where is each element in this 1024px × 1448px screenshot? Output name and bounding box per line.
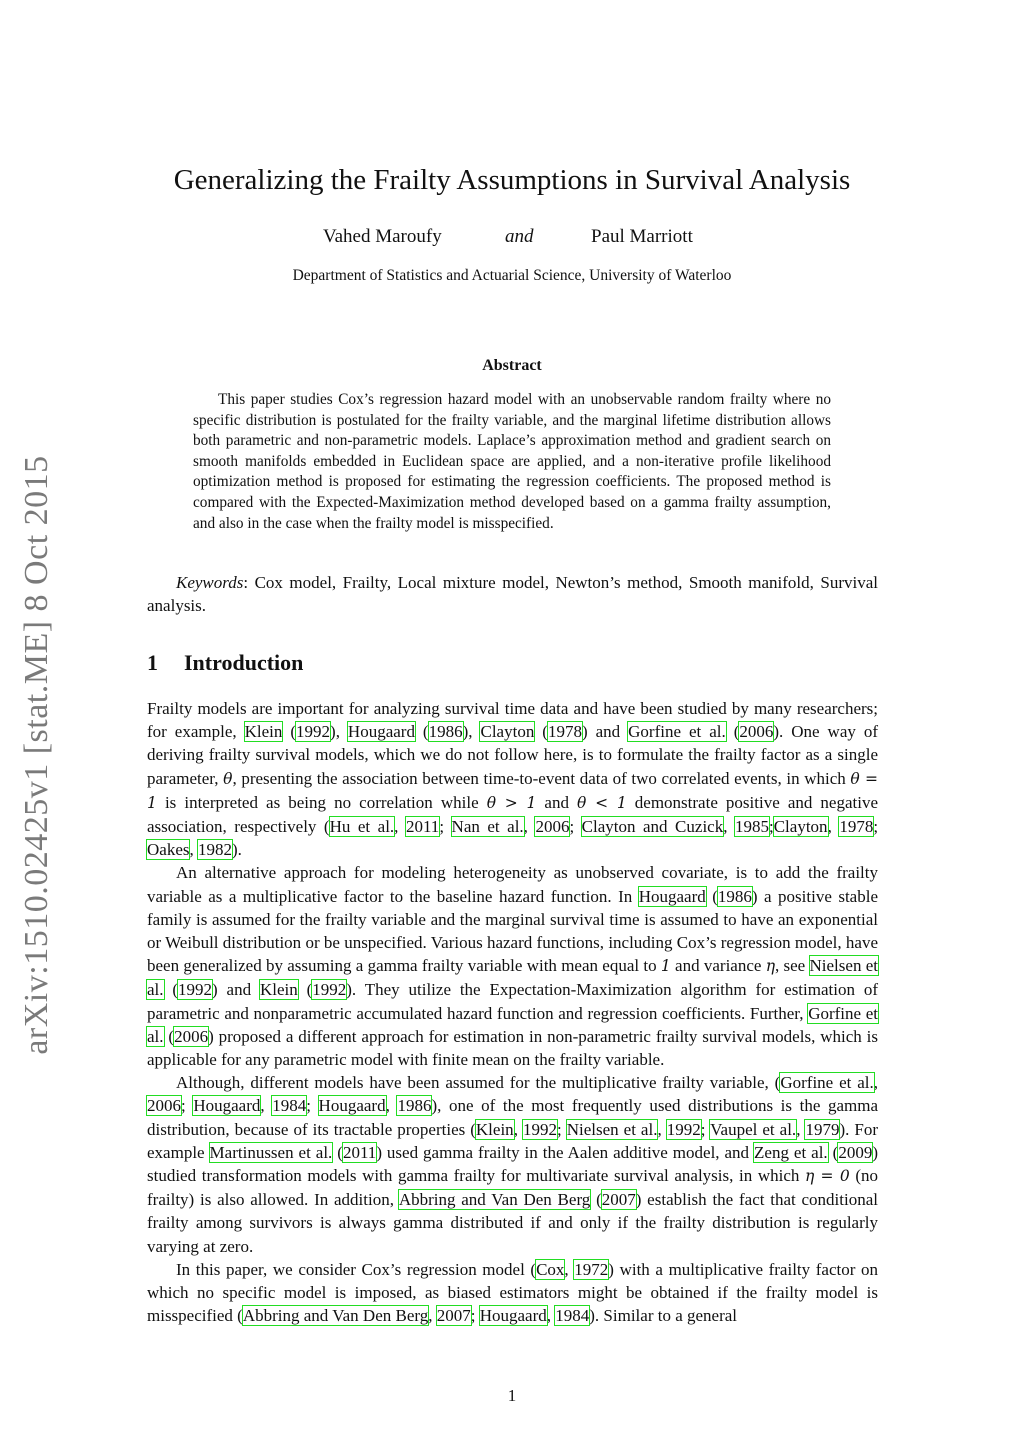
- text-run: ,: [873, 1073, 878, 1093]
- abstract-text: This paper studies Cox’s regression hazard model with an unobservable random frailty where no specific distribution is postulated for the frailty variable, and the marginal lifetime distribution allows both parametric and non-parametric models. Laplace’s approximation method and gradient search on smooth manifolds embedded in Euclidean space are applied, and a non-iterative profile likelihood optimization method is proposed for estimating the regression coefficients. The proposed method is compared with the Expected-Maximization method developed based on a gamma frailty assumption, and also in the case when the frailty model is misspecified.: [193, 391, 831, 532]
- text-run: ) proposed a different approach for estimation in non-parametric frailty survival models, which is applicable for any parametric model with finite mean on the frailty variable.: [147, 1026, 878, 1070]
- citation-link[interactable]: 1985: [734, 817, 769, 837]
- citation-link[interactable]: Abbring and Van Den Berg: [398, 1190, 591, 1210]
- citation-link[interactable]: 2011: [405, 817, 440, 837]
- text-run: ,: [564, 1259, 575, 1279]
- citation-link[interactable]: Hu et al.: [329, 817, 395, 837]
- text-run: (: [332, 1142, 343, 1162]
- citation-link[interactable]: 1979: [805, 1119, 840, 1139]
- text-run: is interpreted as being no correlation while: [156, 792, 487, 812]
- text-run: ,: [428, 1306, 437, 1326]
- introduction-body: [147, 697, 878, 1327]
- text-run: ,: [657, 1119, 667, 1139]
- arxiv-identifier: arXiv:1510.02425v1 [stat.ME] 8 Oct 2015: [18, 455, 55, 1055]
- citation-link[interactable]: Hougaard: [638, 886, 706, 906]
- citation-link[interactable]: Hougaard: [347, 722, 415, 742]
- text-run: An alternative approach for modeling heterogeneity as unobserved covariate, is to add the frailty variable as a multiplicative factor to the baseline hazard function. In: [147, 863, 878, 906]
- citation-link[interactable]: Gorfine et al.: [780, 1073, 874, 1093]
- citation-link[interactable]: Klein: [244, 722, 283, 742]
- text-run: (no frailty) is also allowed. In addition,: [147, 1166, 878, 1210]
- citation-link[interactable]: Klein: [259, 980, 298, 1000]
- citation-link[interactable]: 2007: [601, 1190, 636, 1210]
- text-run: , see: [775, 956, 810, 976]
- citation-link[interactable]: 1986: [717, 886, 752, 906]
- text-run: ). For example: [147, 1119, 878, 1162]
- citation-link[interactable]: 2006: [174, 1026, 209, 1046]
- text-run: (: [725, 722, 740, 742]
- author-first: Vahed Maroufy: [323, 226, 442, 247]
- section-title: Introduction: [184, 650, 304, 675]
- text-run: In this paper, we consider Cox’s regression model (: [176, 1259, 537, 1279]
- text-run: ) studied transformation models with gamma frailty for multivariate survival analysis, in which: [147, 1142, 878, 1186]
- citation-link[interactable]: Gorfine et al.: [628, 722, 726, 742]
- text-run: ) establish the fact that conditional frailty among survivors is always gamma distributed if and only if the frailty distribution is regularly varying at zero.: [147, 1190, 878, 1256]
- section-number: 1: [147, 650, 158, 675]
- text-run: ,: [513, 1119, 523, 1139]
- page-number: 1: [507, 1386, 517, 1405]
- citation-link[interactable]: Nielsen et al.: [566, 1119, 658, 1139]
- citation-link[interactable]: Martinussen et al.: [209, 1142, 333, 1162]
- author-conjunction: and: [505, 226, 534, 247]
- text-run: ), one of the most frequently used distributions is the gamma distribution, because of its tractable properties (: [147, 1096, 879, 1139]
- math-expression: 1: [660, 957, 671, 976]
- text-run: ,: [523, 817, 536, 837]
- text-run: (: [282, 722, 297, 742]
- text-run: ),: [462, 722, 481, 742]
- citation-link[interactable]: 1992: [522, 1119, 557, 1139]
- text-run: ,: [189, 840, 198, 860]
- math-expression: θ > 1: [486, 793, 537, 812]
- citation-link[interactable]: Gorfine et al.: [147, 1003, 879, 1046]
- citation-link[interactable]: 2006: [535, 817, 570, 837]
- citation-link[interactable]: Nan et al.: [451, 817, 524, 837]
- abstract-heading: Abstract: [482, 357, 542, 374]
- section-heading: [147, 650, 303, 676]
- text-run: ;: [181, 1096, 194, 1116]
- text-run: ).: [231, 840, 242, 860]
- paragraph: [147, 1071, 878, 1258]
- text-run: ) and: [581, 722, 629, 742]
- citation-link[interactable]: Hougaard: [479, 1306, 547, 1326]
- text-run: ;: [873, 817, 879, 837]
- text-run: ;: [569, 817, 582, 837]
- affiliation: Department of Statistics and Actuarial Science, University of Waterloo: [292, 267, 732, 284]
- text-run: and variance: [670, 956, 766, 976]
- citation-link[interactable]: Abbring and Van Den Berg: [242, 1306, 429, 1326]
- text-run: (: [827, 1142, 839, 1162]
- text-run: ;: [556, 1119, 567, 1139]
- citation-link[interactable]: Oakes: [147, 840, 190, 860]
- citation-link[interactable]: 1978: [547, 722, 582, 742]
- citation-link[interactable]: Clayton: [480, 722, 535, 742]
- text-run: (: [590, 1190, 602, 1210]
- citation-link[interactable]: 1984: [555, 1306, 590, 1326]
- text-run: ;: [768, 817, 774, 837]
- citation-link[interactable]: 2009: [838, 1142, 873, 1162]
- text-run: ,: [394, 817, 406, 837]
- keywords: [147, 571, 878, 617]
- text-run: Frailty models are important for analyzing survival time data and have been studied by many researchers; for example,: [147, 699, 878, 742]
- citation-link[interactable]: 1992: [178, 980, 213, 1000]
- paper-title: Generalizing the Frailty Assumptions in Survival Analysis: [173, 164, 851, 196]
- text-run: and: [536, 792, 578, 812]
- math-expression: θ < 1: [577, 793, 627, 812]
- math-expression: η: [765, 957, 775, 976]
- paragraph: [147, 1258, 878, 1328]
- math-expression: θ: [223, 769, 233, 788]
- citation-link[interactable]: Hougaard: [318, 1096, 386, 1116]
- text-run: ,: [796, 1119, 806, 1139]
- text-run: (: [414, 722, 429, 742]
- text-run: ) and: [212, 980, 260, 1000]
- text-run: ) used gamma frailty in the Aalen additive model, and: [376, 1142, 755, 1162]
- citation-link[interactable]: Clayton: [773, 817, 828, 837]
- citation-link[interactable]: 1984: [272, 1096, 307, 1116]
- citation-link[interactable]: 1992: [296, 722, 331, 742]
- citation-link[interactable]: 1986: [397, 1096, 432, 1116]
- text-run: ). They utilize the Expectation-Maximization algorithm for estimation of parametric and nonparametric accumulated hazard function and regression coefficients. Further,: [147, 980, 878, 1023]
- text-run: ,: [546, 1306, 556, 1326]
- text-run: ) a positive stable family is assumed for the frailty variable and the marginal survival time is assumed to have an exponential or Weibull distribution or be unspecified. Various hazard functions, including Cox’s regression model, have been generalized by assuming a gamma frailty variable with mean equal to: [147, 886, 878, 976]
- citation-link[interactable]: 1978: [839, 817, 874, 837]
- keywords-label: Keywords: [176, 573, 244, 592]
- keywords-text: : Cox model, Frailty, Local mixture model, Newton’s method, Smooth manifold, Survival analysis.: [147, 573, 878, 615]
- text-run: ,: [385, 1096, 398, 1116]
- math-expression: η = 0: [804, 1167, 850, 1186]
- text-run: Although, different models have been assumed for the multiplicative frailty variable, (: [176, 1073, 781, 1093]
- text-run: ,: [723, 817, 735, 837]
- citation-link[interactable]: 1992: [666, 1119, 701, 1139]
- citation-link[interactable]: 1972: [574, 1259, 609, 1279]
- citation-link[interactable]: 2007: [436, 1306, 471, 1326]
- text-run: ;: [306, 1096, 319, 1116]
- text-run: (: [163, 1026, 175, 1046]
- text-run: ) with a multiplicative frailty factor on which no specific model is imposed, as biased estimators might be obtained if the frailty model is misspecified (: [147, 1259, 879, 1326]
- citation-link[interactable]: Klein: [475, 1119, 514, 1139]
- citation-link[interactable]: 1982: [197, 840, 232, 860]
- arxiv-side-stamp: [12, 455, 62, 1055]
- text-run: ;: [439, 817, 452, 837]
- citation-link[interactable]: 1992: [312, 980, 347, 1000]
- text-run: ,: [827, 817, 840, 837]
- text-run: (: [297, 980, 313, 1000]
- author-second: Paul Marriott: [591, 226, 693, 247]
- citation-link[interactable]: Vaupel et al.: [710, 1119, 797, 1139]
- text-run: ;: [470, 1306, 480, 1326]
- text-run: ),: [330, 722, 348, 742]
- citation-link[interactable]: 2006: [147, 1096, 181, 1116]
- citation-link[interactable]: Nielsen et al.: [147, 956, 878, 1000]
- text-run: (: [705, 886, 718, 906]
- text-run: ). Similar to a general: [589, 1306, 738, 1326]
- citation-link[interactable]: 1986: [428, 722, 463, 742]
- text-run: , presenting the association between time-to-event data of two correlated events, in which: [232, 768, 851, 788]
- text-run: (: [163, 980, 179, 1000]
- text-run: demonstrate positive and negative association, respectively (: [147, 792, 879, 837]
- citation-link[interactable]: 2006: [739, 722, 774, 742]
- citation-link[interactable]: Clayton and Cuzick: [581, 817, 724, 837]
- paragraph: [147, 697, 878, 861]
- citation-link[interactable]: 2011: [342, 1142, 377, 1162]
- text-run: ). One way of deriving frailty survival models, which we do not follow here, is to formulate the frailty factor as a single parameter,: [147, 722, 879, 788]
- text-run: (: [534, 722, 548, 742]
- text-run: ,: [260, 1096, 273, 1116]
- paragraph: [147, 861, 878, 1071]
- citation-link[interactable]: Hougaard: [193, 1096, 261, 1116]
- math-expression: θ = 1: [147, 769, 878, 812]
- citation-link[interactable]: Zeng et al.: [754, 1142, 828, 1162]
- text-run: ;: [700, 1119, 711, 1139]
- citation-link[interactable]: Cox: [536, 1259, 565, 1279]
